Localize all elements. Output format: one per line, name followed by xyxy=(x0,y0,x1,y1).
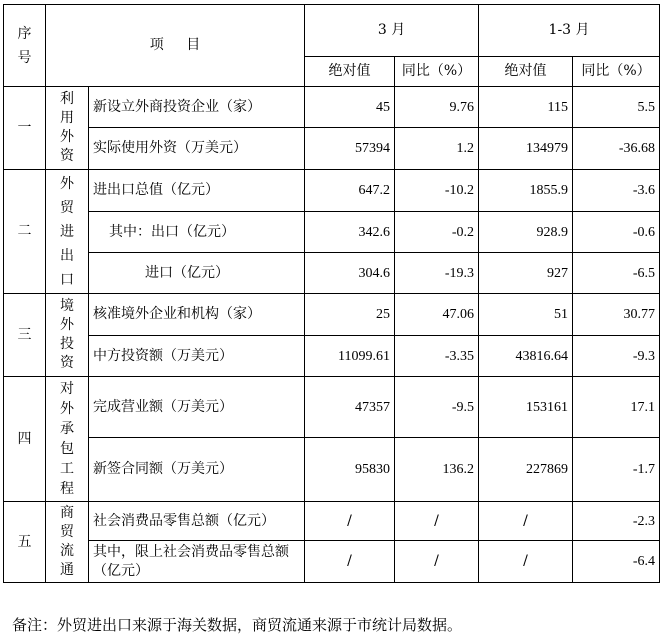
row-label: 完成营业额（万美元） xyxy=(89,377,305,438)
q1-yoy-cell: -36.68 xyxy=(573,128,660,170)
row-label: 社会消费品零售总额（亿元） xyxy=(89,502,305,541)
group-seq: 一 xyxy=(4,87,46,170)
row-label: 实际使用外资（万美元） xyxy=(89,128,305,170)
table-row xyxy=(4,294,660,336)
march-yoy-cell: / xyxy=(395,502,479,541)
table-row xyxy=(4,336,660,377)
group-seq: 四 xyxy=(4,377,46,502)
march-abs-cell: 25 xyxy=(305,294,395,336)
q1-yoy-cell: -3.6 xyxy=(573,170,660,212)
march-header: 3 月 xyxy=(305,5,479,57)
q1-abs-cell: 115 xyxy=(479,87,573,128)
row-label: 新设立外商投资企业（家） xyxy=(89,87,305,128)
row-label: 核准境外企业和机构（家） xyxy=(89,294,305,336)
seq-header: 序号 xyxy=(4,5,46,87)
table-row xyxy=(4,87,660,128)
table-row xyxy=(4,502,660,541)
group-category: 利用外资 xyxy=(46,87,89,170)
march-yoy-cell: 1.2 xyxy=(395,128,479,170)
q1-abs-cell: 153161 xyxy=(479,377,573,438)
q1-yoy-cell: 17.1 xyxy=(573,377,660,438)
table-row xyxy=(4,377,660,438)
march-abs-cell: 45 xyxy=(305,87,395,128)
q1-yoy-cell: -2.3 xyxy=(573,502,660,541)
group-category: 境外投资 xyxy=(46,294,89,377)
group-seq: 五 xyxy=(4,502,46,583)
march-abs-cell: 57394 xyxy=(305,128,395,170)
march-abs-cell: 647.2 xyxy=(305,170,395,212)
march-abs-header: 绝对值 xyxy=(305,57,395,87)
statistics-table xyxy=(3,4,660,583)
group-seq: 三 xyxy=(4,294,46,377)
header-row-1 xyxy=(4,5,660,57)
march-yoy-cell: -19.3 xyxy=(395,253,479,294)
q1-yoy-cell: 5.5 xyxy=(573,87,660,128)
q1-yoy-cell: -6.5 xyxy=(573,253,660,294)
march-yoy-cell: 136.2 xyxy=(395,438,479,502)
march-abs-cell: / xyxy=(305,502,395,541)
q1-yoy-header: 同比（%） xyxy=(573,57,660,87)
q1-header: 1-3 月 xyxy=(479,5,660,57)
table-row xyxy=(4,438,660,502)
march-abs-cell: 47357 xyxy=(305,377,395,438)
row-label: 进出口总值（亿元） xyxy=(89,170,305,212)
march-yoy-cell: 47.06 xyxy=(395,294,479,336)
q1-yoy-cell: -1.7 xyxy=(573,438,660,502)
q1-abs-cell: 51 xyxy=(479,294,573,336)
march-yoy-cell: -0.2 xyxy=(395,212,479,253)
q1-abs-header: 绝对值 xyxy=(479,57,573,87)
item-header: 项 目 xyxy=(46,5,305,87)
group-seq: 二 xyxy=(4,170,46,294)
q1-abs-cell: / xyxy=(479,541,573,583)
march-abs-cell: 342.6 xyxy=(305,212,395,253)
group-category: 商贸流通 xyxy=(46,502,89,583)
q1-abs-cell: 43816.64 xyxy=(479,336,573,377)
q1-yoy-cell: -6.4 xyxy=(573,541,660,583)
q1-abs-cell: 928.9 xyxy=(479,212,573,253)
row-label: 其中，限上社会消费品零售总额（亿元） xyxy=(89,541,305,583)
table-row xyxy=(4,541,660,583)
row-label: 其中：出口（亿元） xyxy=(89,212,305,253)
march-yoy-header: 同比（%） xyxy=(395,57,479,87)
table-row xyxy=(4,128,660,170)
q1-abs-cell: 1855.9 xyxy=(479,170,573,212)
row-label: 中方投资额（万美元） xyxy=(89,336,305,377)
group-category: 外贸进出口 xyxy=(46,170,89,294)
q1-abs-cell: 134979 xyxy=(479,128,573,170)
march-yoy-cell: -3.35 xyxy=(395,336,479,377)
q1-yoy-cell: 30.77 xyxy=(573,294,660,336)
q1-abs-cell: / xyxy=(479,502,573,541)
march-yoy-cell: -10.2 xyxy=(395,170,479,212)
march-yoy-cell: -9.5 xyxy=(395,377,479,438)
table-row xyxy=(4,253,660,294)
footnote: 备注：外贸进出口来源于海关数据，商贸流通来源于市统计局数据。 xyxy=(12,616,463,634)
q1-yoy-cell: -0.6 xyxy=(573,212,660,253)
march-abs-cell: / xyxy=(305,541,395,583)
march-abs-cell: 95830 xyxy=(305,438,395,502)
q1-yoy-cell: -9.3 xyxy=(573,336,660,377)
row-label: 进口（亿元） xyxy=(89,253,305,294)
group-category: 对外承包工程 xyxy=(46,377,89,502)
q1-abs-cell: 927 xyxy=(479,253,573,294)
q1-abs-cell: 227869 xyxy=(479,438,573,502)
march-abs-cell: 304.6 xyxy=(305,253,395,294)
table-row xyxy=(4,170,660,212)
row-label: 新签合同额（万美元） xyxy=(89,438,305,502)
march-yoy-cell: / xyxy=(395,541,479,583)
march-abs-cell: 11099.61 xyxy=(305,336,395,377)
table-row xyxy=(4,212,660,253)
march-yoy-cell: 9.76 xyxy=(395,87,479,128)
